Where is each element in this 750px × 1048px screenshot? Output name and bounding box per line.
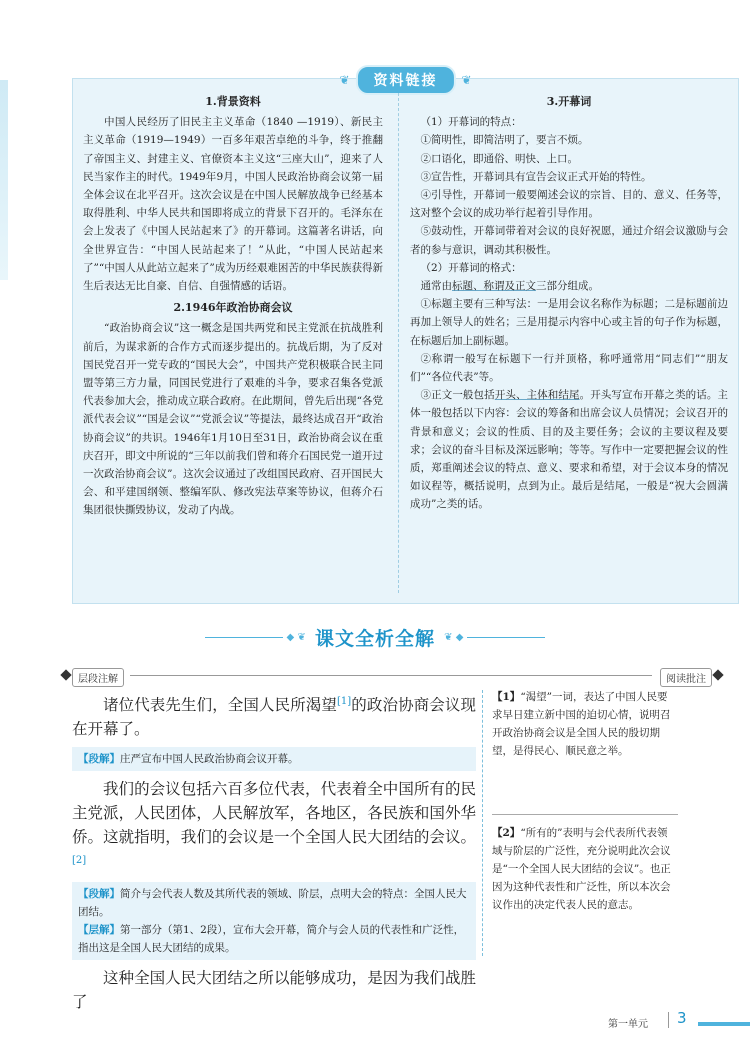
side-decoration (0, 80, 8, 280)
main-text (72, 690, 476, 1014)
feature-item: ④引导性，开幕词一般要阐述会议的宗旨、目的、意义、任务等，这对整个会议的成功举行起着引导作用。 (410, 189, 728, 220)
annotation-1: 【1】“渴望”一词，表达了中国人民要求早日建立新中国的迫切心情，说明召开政治协商会议是全国人民的殷切期望，是得民心、顺民意之举。 (492, 691, 671, 757)
link-box-header (339, 65, 471, 95)
feature-item: ⑤鼓动性，开幕词带着对会议的良好祝愿，通过介绍会议激励与会者的参与意识，调动其积极性。 (410, 225, 728, 256)
paragraph-note-2: 【段解】简介与会代表人数及其所代表的领域、阶层，点明大会的特点：全国人民大团结。 【层解】第一部分（第1、2段），宣布大会开幕，简介与会人员的代表性和广泛性，指出这是全国人民大团结的成果。 (72, 882, 476, 960)
pcc-1946-text: “政治协商会议”这一概念是国共两党和民主党派在抗战胜利前后，为谋求新的合作方式而逐步提出的。抗战后期，为了反对国民党召开一党专政的“国民大会”，中国共产党积极联合民主同盟等第三方力量，同国民党进行了艰难的斗争，要求召集各党派代表参加大会，推动成立联合政府。在此期间，曾先后出现“各党派代表会议”“国是会议”“党派会议”等提法，最终达成召开“政治协商会议”的共识。1946年1月10日至31日，政治协商会议在重庆召开，即文中所说的“三年以前我们曾和蒋介石国民党一道开过一次政治协商会议”。这次会议通过了改组国民政府、召开国民大会、和平建国纲领、整编军队、修改宪法草案等协议，但蒋介石集团很快撕毁协议，发动了内战。 (83, 322, 383, 517)
feature-item: ①简明性，即简洁明了，要言不烦。 (420, 134, 589, 147)
section-title-1946: 2.1946年政治协商会议 (173, 301, 293, 315)
paragraph-1: 诸位代表先生们，全国人民所渴望[1]的政治协商会议现在开幕了。 (72, 696, 476, 739)
diamond-icon (712, 669, 723, 680)
paragraph-note-1: 【段解】庄严宣布中国人民政治协商会议开幕。 (72, 747, 476, 771)
section-heading: ◆ ❦ 课文全析全解 ❦ ◆ (0, 624, 750, 651)
format-item-body: ③正文一般包括开头、主体和结尾。开头写宣布开幕之类的话。主体一般包括以下内容：会议的筹备和出席会议人员情况；会议召开的背景和意义；会议的性质、目的及主要任务；会议的主要议程及要求；会议的奋斗目标及深远影响；等等。写作中一定要把握会议的性质，郑重阐述会议的特点、意义、要求和希望，对于会议本身的情况如议程等，概括说明，点到为止。最后是结尾，一般是“祝大会圆满成功”之类的话。 (410, 389, 729, 511)
background-text: 中国人民经历了旧民主主义革命（1840 —1919）、新民主主义革命（1919—1949）一百多年艰苦卓绝的斗争，终于推翻了帝国主义、封建主义、官僚资本主义这“三座大山”，迎来了人民当家作主的时代。1949年9月，中国人民政治协商会议第一届全体会议在北平召开。这次会议是在中国人民解放战争已经基本取得胜利、中华人民共和国即将成立的背景下召开的。毛泽东在会上发表了《中国人民站起来了》的开幕词。这篇著名讲话，向全世界宣告：“中国人民站起来了！”从此，“中国人民站起来了”“中国人从此站立起来了”成为历经艰难困苦的中华民族获得新生后表达无比自豪、自信、自强情感的话语。 (83, 116, 383, 293)
page-bar (698, 1022, 750, 1026)
paragraph-2: 我们的会议包括六百多位代表，代表着全中国所有的民主党派，人民团体，人民解放军，各地区，各民族和国外华侨。这就指明，我们的会议是一个全国人民大团结的会议。[2] (72, 780, 476, 867)
unit-label: 第一单元 (608, 1019, 648, 1030)
material-link-box (72, 73, 739, 604)
divider-line (130, 675, 652, 676)
ornament-left: ❦ (339, 73, 350, 87)
format-intro: 通常由标题、称谓及正文三部分组成。 (420, 280, 599, 293)
reading-note-tag: 阅读批注 (660, 668, 712, 687)
section-title-opening-speech: 3.开幕词 (546, 95, 592, 108)
section-title-background: 1.背景资料 (205, 95, 261, 108)
features-heading: （1）开幕词的特点： (420, 116, 522, 129)
layer-annotation-tag: 层段注解 (72, 668, 124, 687)
format-item-title: ①标题主要有三种写法：一是用会议名称作为标题；二是标题前边再加上领导人的姓名；三是用提示内容中心或主旨的句子作为标题，在标题后加上副标题。 (410, 298, 728, 347)
feature-item: ②口语化，即通俗、明快、上口。 (420, 152, 578, 165)
annotation-divider (482, 690, 483, 956)
left-column (83, 93, 383, 520)
page-number: 3 (677, 1009, 687, 1027)
annotation-rule (492, 814, 678, 815)
ornament-right: ❦ (461, 73, 472, 87)
paragraph-3: 这种全国人民大团结之所以能够成功，是因为我们战胜了 (72, 969, 476, 1012)
format-item-address: ②称谓一般写在标题下一行并顶格，称呼通常用“同志们”“朋友们”“各位代表”等。 (410, 352, 728, 384)
format-heading: （2）开幕词的格式： (420, 261, 522, 274)
feature-item: ③宣告性，开幕词具有宣告会议正式开始的特性。 (420, 170, 652, 183)
column-divider (398, 93, 399, 593)
link-box-title: 资料链接 (356, 65, 456, 95)
footer-separator (668, 1012, 669, 1028)
diamond-icon (60, 669, 71, 680)
right-column (410, 93, 728, 514)
annotation-2: 【2】“所有的”表明与会代表所代表领域与阶层的广泛性，充分说明此次会议是“一个全国人民大团结的会议”。也正因为这种代表性和广泛性，所以本次会议作出的决定代表人民的意志。 (492, 827, 671, 911)
